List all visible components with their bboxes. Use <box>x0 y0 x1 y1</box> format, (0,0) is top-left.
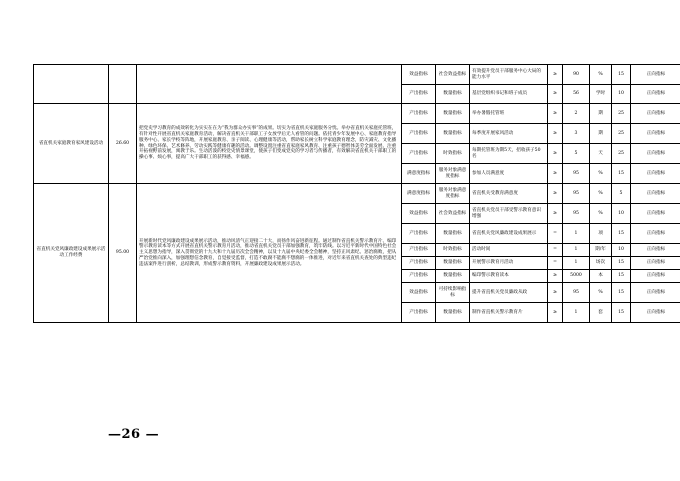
indicator-content-cell: 制作省直机关警示教育片 <box>470 303 548 323</box>
performance-target-table <box>33 64 680 323</box>
target-value-cell: 1 <box>563 244 590 257</box>
operator-cell: ≥ <box>548 65 563 85</box>
direction-cell: 正向指标 <box>631 303 680 323</box>
unit-cell: 本 <box>590 270 612 283</box>
level1-indicator-cell: 效益指标 <box>402 65 436 85</box>
target-value-cell: 95 <box>563 184 590 204</box>
operator-cell: ≥ <box>548 270 563 283</box>
level2-indicator-cell: 可持续影响指标 <box>436 283 470 303</box>
operator-cell: ≥ <box>548 104 563 124</box>
operator-cell: ≥ <box>548 124 563 144</box>
operator-cell: ≥ <box>548 164 563 184</box>
indicator-content-cell: 基层党组织书记和班子成员 <box>470 85 548 104</box>
direction-cell: 正向指标 <box>631 270 680 283</box>
level1-indicator-cell: 满意度指标 <box>402 164 436 184</box>
target-value-cell: 95 <box>563 283 590 303</box>
direction-cell: 正向指标 <box>631 104 680 124</box>
level2-indicator-cell: 数量指标 <box>436 104 470 124</box>
indicator-content-cell: 每期托管班为期5天，招收孩子50名 <box>470 144 548 164</box>
unit-cell: % <box>590 164 612 184</box>
unit-cell: % <box>590 65 612 85</box>
indicator-content-cell: 参加人员满意度 <box>470 164 548 184</box>
direction-cell: 正向指标 <box>631 164 680 184</box>
operator-cell: ≥ <box>548 85 563 104</box>
operator-cell: = <box>548 224 563 244</box>
level2-indicator-cell: 数量指标 <box>436 303 470 323</box>
level1-indicator-cell: 产出指标 <box>402 85 436 104</box>
unit-cell: 期/年 <box>590 244 612 257</box>
weight-cell: 25 <box>612 144 631 164</box>
level1-indicator-cell: 产出指标 <box>402 270 436 283</box>
level2-indicator-cell: 数量指标 <box>436 224 470 244</box>
operator-cell: ≥ <box>548 184 563 204</box>
direction-cell: 正向指标 <box>631 184 680 204</box>
indicator-content-cell: 省直机关党风廉政建设成果展示 <box>470 224 548 244</box>
target-value-cell: 1 <box>563 303 590 323</box>
project-description-cell <box>137 65 402 104</box>
level2-indicator-cell: 服务对象满意度指标 <box>436 164 470 184</box>
table-row <box>34 184 680 204</box>
level2-indicator-cell: 服务对象满意度指标 <box>436 184 470 204</box>
operator-cell: ≥ <box>548 303 563 323</box>
target-value-cell: 95 <box>563 204 590 224</box>
target-value-cell: 5 <box>563 144 590 164</box>
target-value-cell: 3 <box>563 124 590 144</box>
direction-cell: 正向指标 <box>631 283 680 303</box>
level1-indicator-cell: 产出指标 <box>402 144 436 164</box>
unit-cell: % <box>590 184 612 204</box>
indicator-content-cell: 编印警示教育读本 <box>470 270 548 283</box>
indicator-content-cell: 省直机关受教育满意度 <box>470 184 548 204</box>
level1-indicator-cell: 产出指标 <box>402 224 436 244</box>
unit-cell: 学时 <box>590 85 612 104</box>
direction-cell: 正向指标 <box>631 244 680 257</box>
weight-cell: 15 <box>612 224 631 244</box>
weight-cell: 10 <box>612 85 631 104</box>
direction-cell: 正向指标 <box>631 204 680 224</box>
level1-indicator-cell: 产出指标 <box>402 124 436 144</box>
operator-cell: ≥ <box>548 283 563 303</box>
level1-indicator-cell: 效益指标 <box>402 204 436 224</box>
indicator-content-cell: 省直机关党员干部受警示教育意识增强 <box>470 204 548 224</box>
level2-indicator-cell: 社会效益指标 <box>436 65 470 85</box>
unit-cell: % <box>590 283 612 303</box>
weight-cell: 15 <box>612 164 631 184</box>
direction-cell: 正向指标 <box>631 144 680 164</box>
weight-cell: 10 <box>612 244 631 257</box>
level2-indicator-cell: 社会效益指标 <box>436 204 470 224</box>
target-value-cell: 56 <box>563 85 590 104</box>
weight-cell: 5 <box>612 184 631 204</box>
project-description-cell: 开展新时代党风廉政建设成果展示活动，推动风清气正迎接二十大，而扬作风奋进新征程。通过制作省直机关警示教育片、编印警示教育读本等方式开展省直机关警示教育月活动，推动省直机关党员干部加强教育，筑牢防线。以习近平新时代中国特色社会主义思想为指导，深入贯彻党的十九大和十九届历次全会精神，以及十九届中央纪委全会精神，坚持正风肃纪、惩治腐败，把从严治党推向深入，加强理想信念教育，自觉接受监督，打造不敢腐不能腐不想腐的一体推进，对近年来省直机关查处的典型违纪违法案件进行剖析，总结教训，形成警示教育资料，开展廉政建设成果展示活动。 <box>137 184 402 323</box>
level2-indicator-cell: 时效指标 <box>436 144 470 164</box>
weight-cell: 10 <box>612 204 631 224</box>
target-value-cell: 90 <box>563 65 590 85</box>
level2-indicator-cell: 数量指标 <box>436 270 470 283</box>
level2-indicator-cell: 时效指标 <box>436 244 470 257</box>
unit-cell: 期 <box>590 104 612 124</box>
level1-indicator-cell: 产出指标 <box>402 303 436 323</box>
direction-cell: 正向指标 <box>631 65 680 85</box>
weight-cell: 25 <box>612 104 631 124</box>
level1-indicator-cell: 满意度指标 <box>402 184 436 204</box>
unit-cell: % <box>590 204 612 224</box>
performance-target-table-page <box>33 64 666 323</box>
project-description-cell: 把党史学习教育的成效转化为实实在在为“我为群众办实事”的成果。切实为省直机关家庭服务分忧。举办省直机关家庭托管班，有针对性开展省直机关家庭教育活动，解决省直机关干部职工子女放学后无人看管的问题。依托青少年发展中心、家庭教育指导服务中心、家长学校等阵地，开展家庭教育、亲子阅读、心理健康等活动，帮助家长树立科学家庭教育理念，防灾减灾、文化播种、绿色环保、艺术修养、劳动实践等健康有趣的活动。调整设置注重省直家庭家风教育、注重孩子德智体美劳全面发展、注重开拓视野前发展，寓教于乐。生动活泼的校党史情景课堂，使孩子们变成党史的学习者与传播者，有效解决省直机关干部职工的操心事、烦心事，提高广大干部职工的获得感、幸福感。 <box>137 104 402 184</box>
target-value-cell: 1 <box>563 257 590 270</box>
unit-cell: 天 <box>590 144 612 164</box>
level1-indicator-cell: 效益指标 <box>402 283 436 303</box>
operator-cell: ≥ <box>548 204 563 224</box>
target-value-cell: 1 <box>563 224 590 244</box>
direction-cell: 正向指标 <box>631 224 680 244</box>
weight-cell: 15 <box>612 270 631 283</box>
project-amount-cell <box>109 65 137 104</box>
indicator-content-cell: 提升省直机关党员廉政从政 <box>470 283 548 303</box>
unit-cell: 项 <box>590 224 612 244</box>
target-value-cell: 5000 <box>563 270 590 283</box>
operator-cell: = <box>548 257 563 270</box>
indicator-content-cell: 举办暑假托管班 <box>470 104 548 124</box>
indicator-content-cell: 每季度开展家风活动 <box>470 124 548 144</box>
indicator-content-cell: 有效提升党员干部服务中心大局的能力水平 <box>470 65 548 85</box>
unit-cell: 套 <box>590 303 612 323</box>
unit-cell: 期 <box>590 124 612 144</box>
table-row <box>34 104 680 124</box>
level2-indicator-cell: 数量指标 <box>436 257 470 270</box>
direction-cell: 正向指标 <box>631 124 680 144</box>
project-amount-cell: 95.00 <box>109 184 137 323</box>
project-name-cell <box>34 65 109 104</box>
project-name-cell: 省直机关家庭教育家风建设活动 <box>34 104 109 184</box>
level2-indicator-cell: 数量指标 <box>436 124 470 144</box>
weight-cell: 15 <box>612 283 631 303</box>
weight-cell: 15 <box>612 65 631 85</box>
project-name-cell: 省直机关党风廉政建设成果展示活动工作经费 <box>34 184 109 323</box>
unit-cell: 场次 <box>590 257 612 270</box>
target-value-cell: 2 <box>563 104 590 124</box>
project-amount-cell: 26.60 <box>109 104 137 184</box>
page-number: —26 — <box>108 427 160 442</box>
weight-cell: 15 <box>612 303 631 323</box>
weight-cell: 25 <box>612 124 631 144</box>
operator-cell: ≥ <box>548 144 563 164</box>
level1-indicator-cell: 产出指标 <box>402 104 436 124</box>
level1-indicator-cell: 产出指标 <box>402 244 436 257</box>
indicator-content-cell: 开展警示教育月活动 <box>470 257 548 270</box>
operator-cell: = <box>548 244 563 257</box>
weight-cell: 15 <box>612 257 631 270</box>
level2-indicator-cell: 数量指标 <box>436 85 470 104</box>
level1-indicator-cell: 产出指标 <box>402 257 436 270</box>
direction-cell: 正向指标 <box>631 257 680 270</box>
direction-cell: 正向指标 <box>631 85 680 104</box>
indicator-content-cell: 活动时间 <box>470 244 548 257</box>
table-row <box>34 65 680 85</box>
target-value-cell: 95 <box>563 164 590 184</box>
